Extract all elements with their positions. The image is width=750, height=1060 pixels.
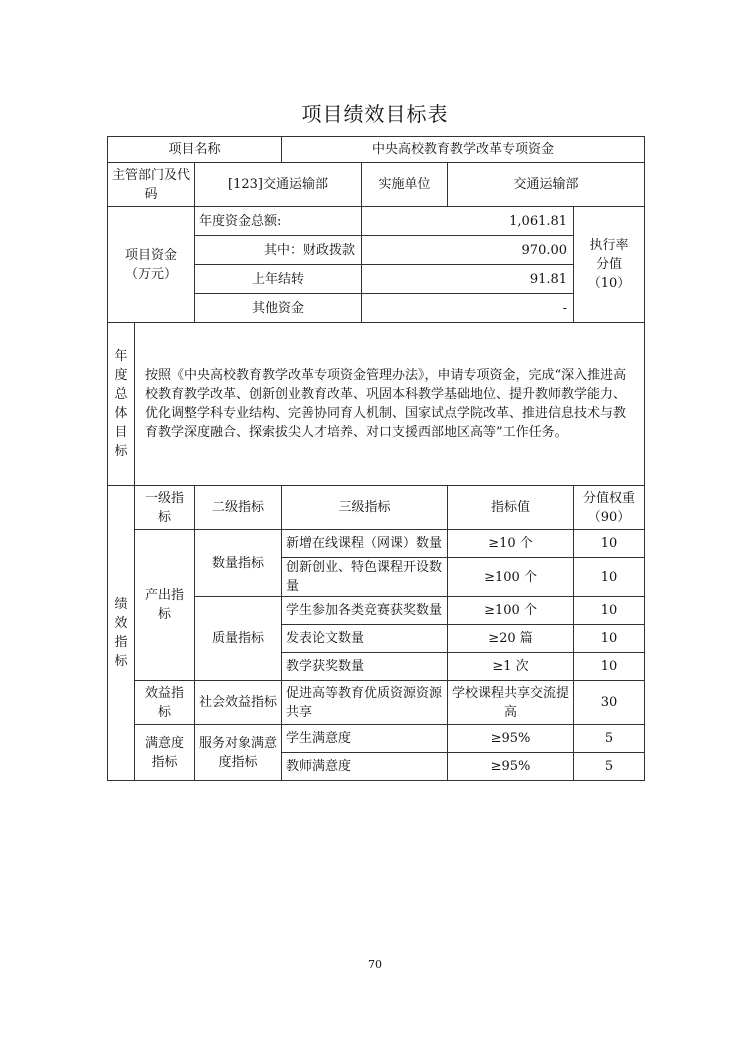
fiscal-value: 970.00 [362, 236, 574, 265]
project-name-row [108, 137, 645, 163]
indicator-value: ≥95% [448, 725, 574, 753]
execution-rate-line1: 执行率 [589, 238, 629, 253]
funds-label-line1: 项目资金 [124, 247, 177, 263]
quantity-indicator-label: 数量指标 [195, 530, 282, 597]
header-weight-line1: 分值权重 [583, 490, 636, 506]
indicator-score: 5 [574, 753, 645, 781]
service-satisfaction-indicator-label: 服务对象满意度指标 [195, 725, 282, 781]
goal-label-char: 标 [114, 444, 128, 459]
indicator-score: 10 [574, 653, 645, 681]
goal-label-char: 总 [114, 387, 128, 402]
indicator-score: 10 [574, 625, 645, 653]
header-level1: 一级指标 [135, 486, 195, 530]
indicator-header-row [108, 486, 645, 530]
header-weight-line2: （90） [587, 509, 631, 525]
funds-label-line2: （万元） [124, 266, 177, 282]
indicator-value: 学校课程共享交流提高 [448, 681, 574, 725]
goal-label-char: 目 [114, 425, 128, 440]
output-indicator-label: 产出指标 [135, 530, 195, 681]
header-level2: 二级指标 [195, 486, 282, 530]
indicator-value: ≥100 个 [448, 597, 574, 625]
department-label: 主管部门及代码 [108, 163, 195, 207]
page-title: 项目绩效目标表 [301, 102, 449, 126]
indicator-score: 10 [574, 558, 645, 597]
indicator-score: 10 [574, 597, 645, 625]
performance-indicator-label [108, 486, 135, 781]
execution-rate-line3: （10） [587, 276, 631, 291]
execution-rate-line2: 分值 [596, 257, 623, 272]
implementing-unit-value: 交通运输部 [448, 163, 645, 207]
indicator-name: 教学获奖数量 [282, 653, 448, 681]
indicator-name: 新增在线课程（网课）数量 [282, 530, 448, 558]
project-name-value: 中央高校教育教学改革专项资金 [282, 137, 645, 163]
header-level3: 三级指标 [282, 486, 448, 530]
table-row [108, 725, 645, 753]
execution-rate-score [574, 207, 645, 323]
goal-label-char: 体 [114, 406, 128, 421]
performance-table [107, 136, 645, 781]
table-row [108, 681, 645, 725]
goal-label-char: 度 [114, 368, 128, 383]
indicator-value: ≥95% [448, 753, 574, 781]
benefit-indicator-label: 效益指标 [135, 681, 195, 725]
header-value: 指标值 [448, 486, 574, 530]
table-row [108, 530, 645, 558]
page-number: 70 [368, 958, 382, 971]
other-funds-value: - [362, 294, 574, 323]
funds-label [108, 207, 195, 323]
carryover-label: 上年结转 [195, 265, 362, 294]
annual-total-label: 年度资金总额: [195, 207, 362, 236]
indicator-name: 促进高等教育优质资源资源共享 [282, 681, 448, 725]
annual-goal-row [108, 323, 645, 486]
other-funds-label: 其他资金 [195, 294, 362, 323]
indicator-score: 5 [574, 725, 645, 753]
social-benefit-indicator-label: 社会效益指标 [195, 681, 282, 725]
fiscal-label: 其中：财政拨款 [195, 236, 362, 265]
satisfaction-indicator-label: 满意度指标 [135, 725, 195, 781]
indicator-name: 学生满意度 [282, 725, 448, 753]
funds-row-total [108, 207, 645, 236]
annual-total-value: 1,061.81 [362, 207, 574, 236]
indicator-name: 教师满意度 [282, 753, 448, 781]
indicator-label-char: 效 [114, 616, 128, 631]
department-row [108, 163, 645, 207]
indicator-name: 学生参加各类竞赛获奖数量 [282, 597, 448, 625]
indicator-value: ≥1 次 [448, 653, 574, 681]
goal-label-char: 年 [114, 349, 128, 364]
indicator-label-char: 指 [114, 635, 128, 650]
header-weight [574, 486, 645, 530]
indicator-value: ≥100 个 [448, 558, 574, 597]
annual-goal-label [108, 323, 135, 486]
indicator-score: 30 [574, 681, 645, 725]
indicator-value: ≥20 篇 [448, 625, 574, 653]
project-name-label: 项目名称 [108, 137, 282, 163]
indicator-label-char: 标 [114, 654, 128, 669]
indicator-score: 10 [574, 530, 645, 558]
department-value: [123]交通运输部 [195, 163, 362, 207]
carryover-value: 91.81 [362, 265, 574, 294]
quality-indicator-label: 质量指标 [195, 597, 282, 681]
implementing-unit-label: 实施单位 [362, 163, 448, 207]
indicator-value: ≥10 个 [448, 530, 574, 558]
annual-goal-text: 按照《中央高校教育教学改革专项资金管理办法》，申请专项资金，完成“深入推进高校教育教学改革、创新创业教育改革、巩固本科教学基础地位、提升教师教学能力、优化调整学科专业结构、完善协同育人机制、国家试点学院改革、推进信息技术与教育教学深度融合、探索拔尖人才培养、对口支援西部地区高等”工作任务。 [135, 323, 645, 486]
indicator-name: 创新创业、特色课程开设数量 [282, 558, 448, 597]
indicator-name: 发表论文数量 [282, 625, 448, 653]
indicator-label-char: 绩 [114, 597, 128, 612]
